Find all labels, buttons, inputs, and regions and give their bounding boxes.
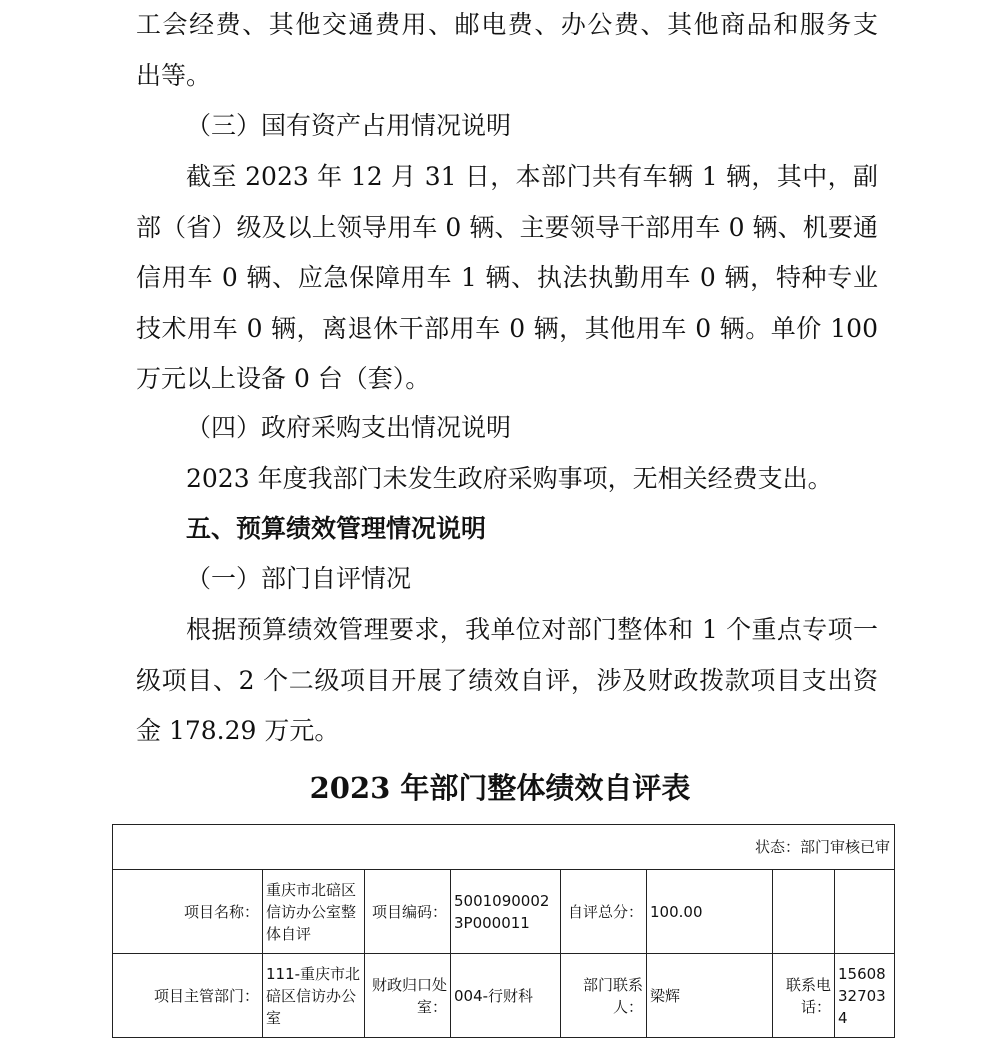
- paragraph-procurement: 2023 年度我部门未发生政府采购事项，无相关经费支出。: [186, 464, 833, 493]
- contact-phone-value: 15608327034: [835, 954, 895, 1038]
- paragraph-self-evaluation: 根据预算绩效管理要求，我单位对部门整体和 1 个重点专项一级项目、2 个二级项目开展了绩效自评，涉及财政拨款项目支出资金 178.29 万元。: [136, 615, 878, 745]
- project-name-label: 项目名称：: [113, 870, 263, 954]
- contact-person-value: 梁辉: [647, 954, 773, 1038]
- table-row: [113, 954, 895, 1038]
- self-score-value: 100.00: [647, 870, 773, 954]
- paragraph-state-assets: 截至 2023 年 12 月 31 日，本部门共有车辆 1 辆，其中，副部（省）级及以上领导用车 0 辆、主要领导干部用车 0 辆、机要通信用车 0 辆、应急保障用车 1 辆、执法执勤用车 0 辆，特种专业技术用车 0 辆，离退休干部用车 0 辆，其他用车 0 辆。单价 100 万元以上设备 0 台（套）。: [136, 162, 878, 393]
- project-code-label: 项目编码：: [365, 870, 451, 954]
- department-value: 111-重庆市北碚区信访办公室: [263, 954, 365, 1038]
- paragraph-expense-end-line2: 出等。: [136, 61, 212, 90]
- empty-cell: [835, 870, 895, 954]
- empty-cell: [773, 870, 835, 954]
- table-row: [113, 870, 895, 954]
- status-badge: 状态：部门审核已审: [113, 825, 895, 870]
- project-name-value: 重庆市北碚区信访办公室整体自评: [263, 870, 365, 954]
- heading-procurement: （四）政府采购支出情况说明: [186, 413, 512, 442]
- self-evaluation-table: [112, 824, 895, 1038]
- department-label: 项目主管部门：: [113, 954, 263, 1038]
- project-code-value: 50010900023P000011: [451, 870, 561, 954]
- table-row: [113, 825, 895, 870]
- heading-state-assets: （三）国有资产占用情况说明: [186, 111, 512, 140]
- heading-self-evaluation: （一）部门自评情况: [186, 564, 412, 593]
- contact-phone-label: 联系电话：: [773, 954, 835, 1038]
- finance-office-value: 004-行财科: [451, 954, 561, 1038]
- table-title: 2023 年部门整体绩效自评表: [309, 771, 691, 805]
- contact-person-label: 部门联系人：: [561, 954, 647, 1038]
- paragraph-expense-end-line1: 工会经费、其他交通费用、邮电费、办公费、其他商品和服务支: [136, 10, 878, 39]
- finance-office-label: 财政归口处室：: [365, 954, 451, 1038]
- self-score-label: 自评总分：: [561, 870, 647, 954]
- heading-performance-management: 五、预算绩效管理情况说明: [186, 514, 487, 543]
